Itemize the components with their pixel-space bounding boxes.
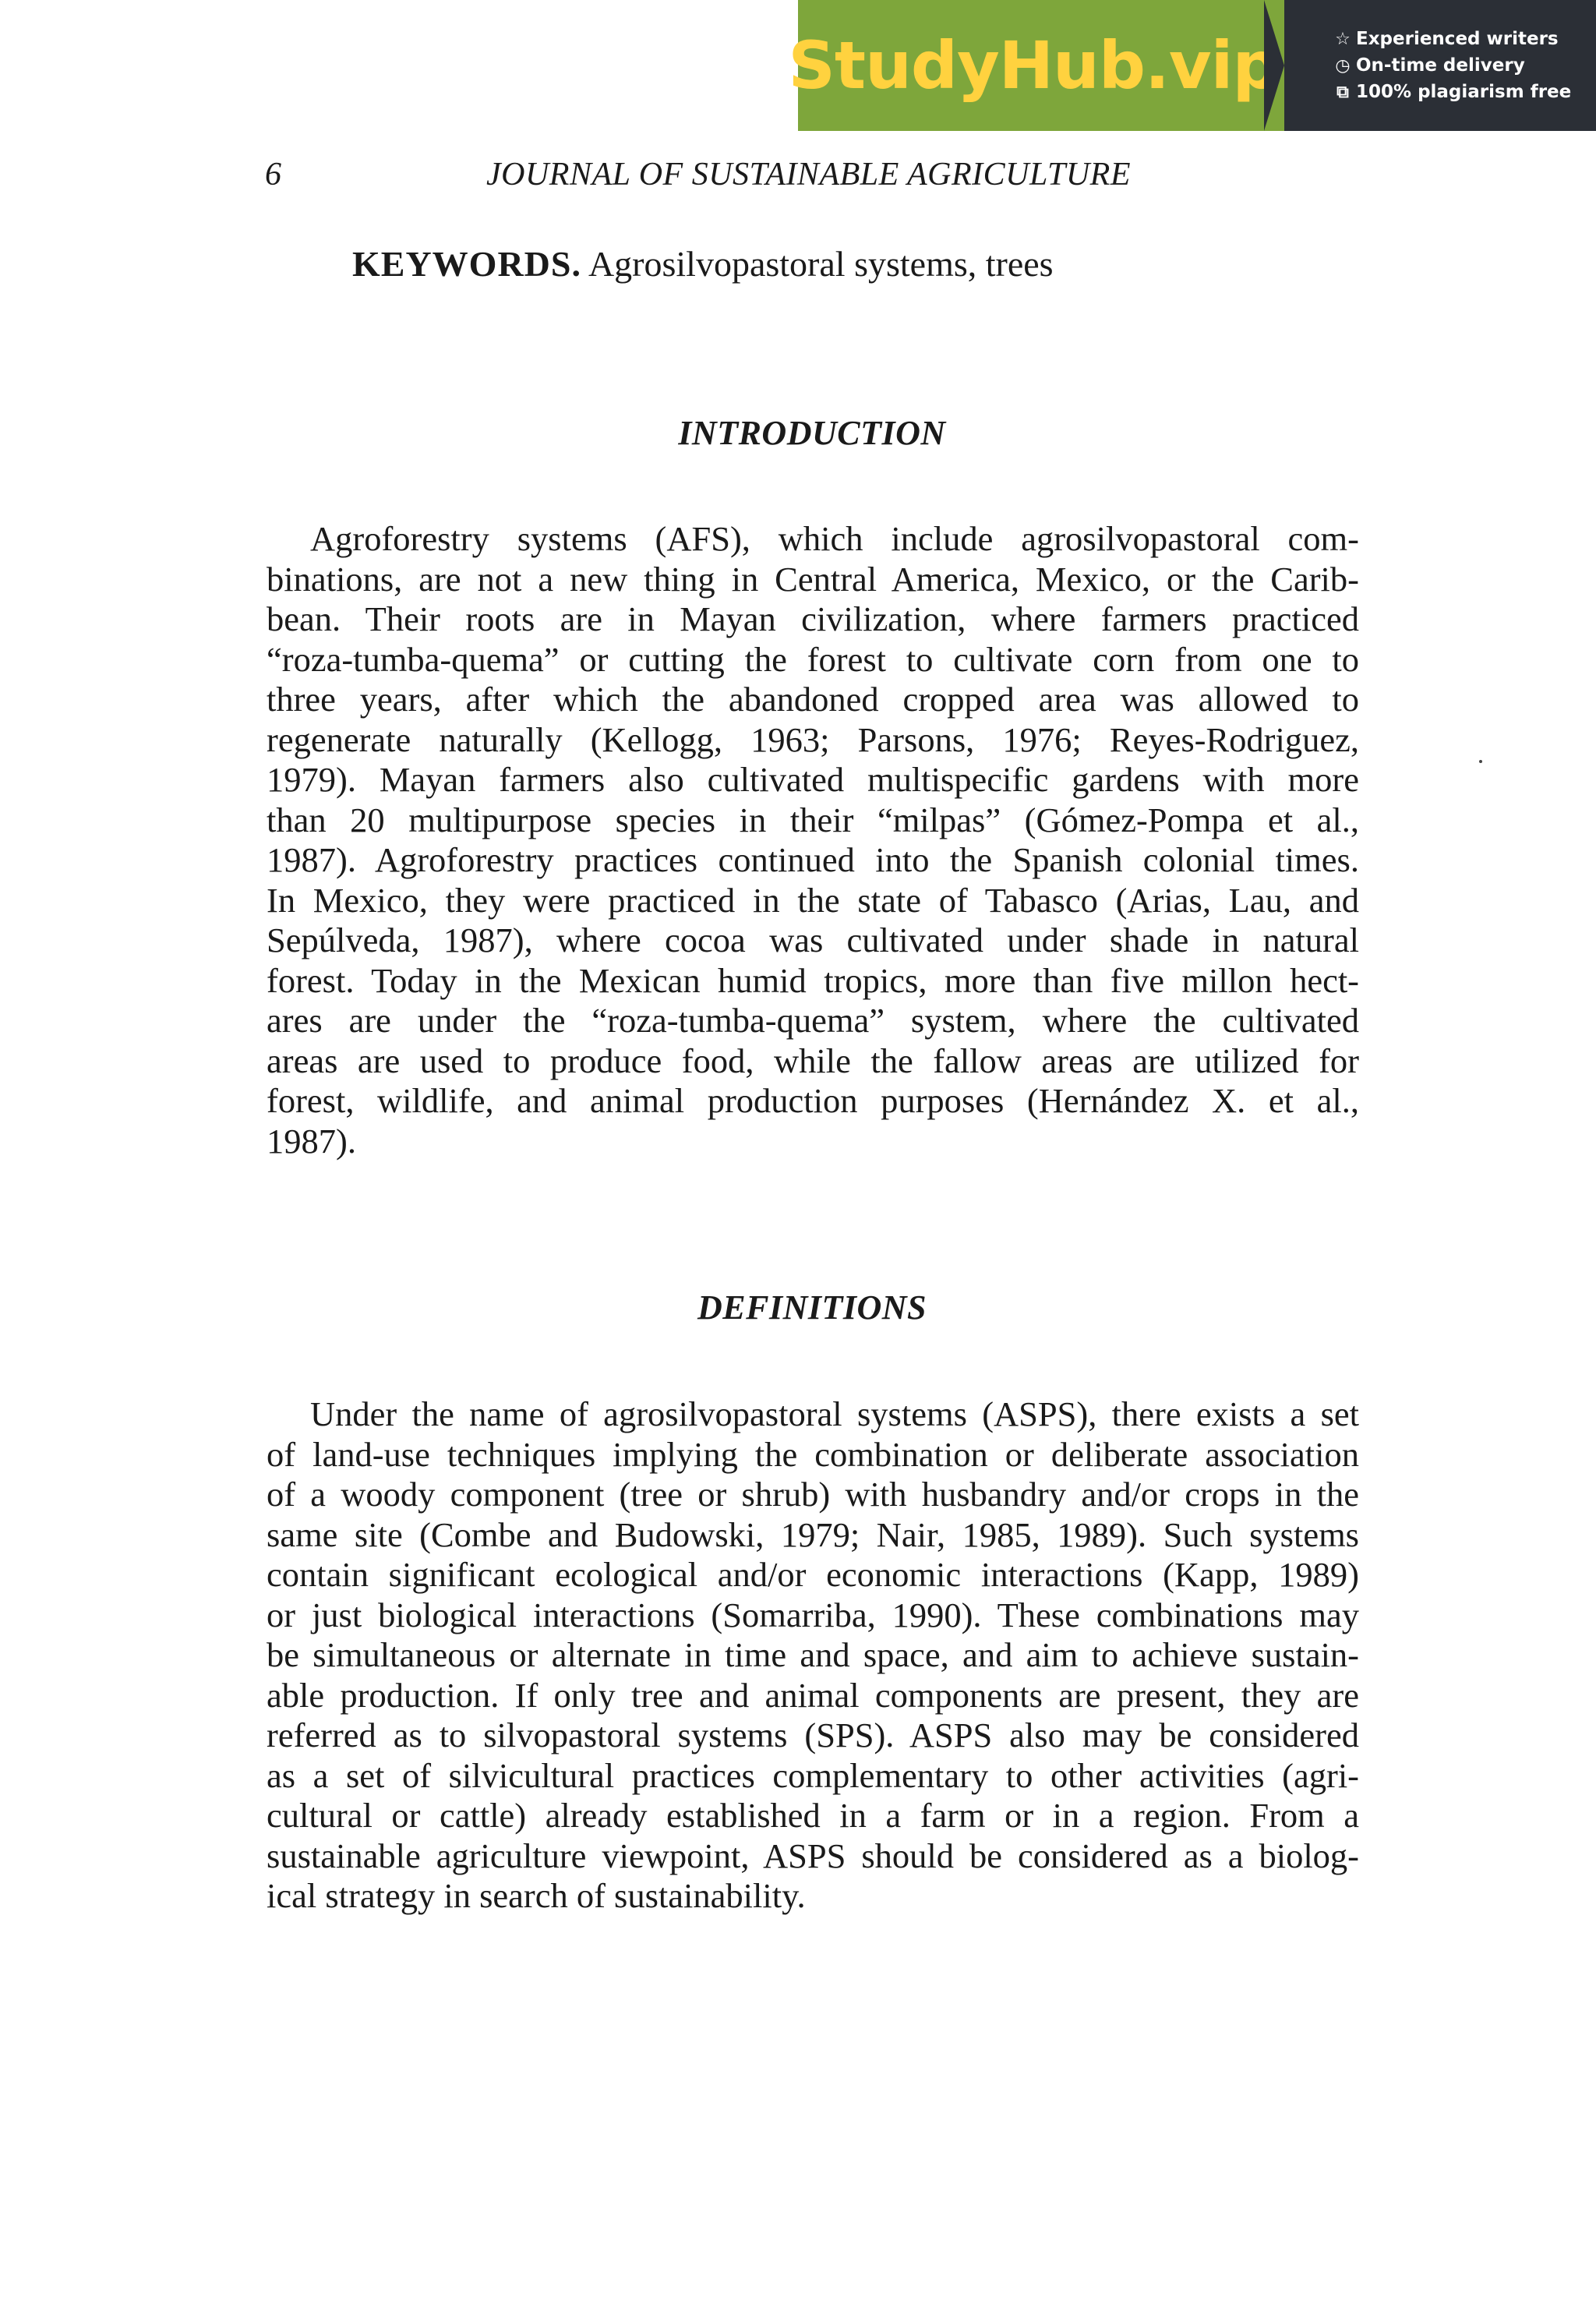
text-line: forest, wildlife, and animal production purposes (Hernández X. et al., (267, 1081, 1359, 1120)
definitions-paragraph (267, 1394, 1359, 1917)
star-outline-icon: ☆ (1335, 29, 1351, 49)
feature-label: Experienced writers (1356, 29, 1559, 49)
text-line: binations, are not a new thing in Central America, Mexico, or the Carib- (267, 559, 1359, 599)
text-line: than 20 multipurpose species in their “milpas” (Gómez-Pompa et al., (267, 800, 1359, 839)
text-line: ares are under the “roza-tumba-quema” system, where the cultivated (267, 1001, 1359, 1040)
text-line: regenerate naturally (Kellogg, 1963; Parsons, 1976; Reyes-Rodriguez, (267, 719, 1359, 759)
text-line: ical strategy in search of sustainability. (267, 1876, 806, 1915)
text-line: areas are used to produce food, while the fallow areas are utilized for (267, 1041, 1359, 1080)
section-heading-definitions: DEFINITIONS (697, 1288, 927, 1327)
text-line: 1987). (267, 1121, 356, 1161)
text-line: be simultaneous or alternate in time and space, and aim to achieve sustain- (267, 1635, 1359, 1674)
features-block (1284, 0, 1596, 131)
text-line: of land-use techniques implying the combination or deliberate association (267, 1434, 1359, 1474)
feature-label: 100% plagiarism free (1356, 82, 1572, 102)
feature-item (1333, 29, 1596, 49)
text-line: same site (Combe and Budowski, 1979; Nair, 1985, 1989). Such systems (267, 1514, 1359, 1554)
copy-icon: ⧉ (1336, 82, 1349, 102)
text-line: or just biological interactions (Somarriba, 1990). These combinations may (267, 1595, 1359, 1634)
text-line: bean. Their roots are in Mayan civilization, where farmers practiced (267, 599, 1359, 638)
text-line: sustainable agriculture viewpoint, ASPS should be considered as a biolog- (267, 1836, 1359, 1875)
brand-arrow-shape (1264, 0, 1284, 131)
scan-speck (1479, 760, 1482, 763)
text-line: contain significant ecological and/or economic interactions (Kapp, 1989) (267, 1555, 1359, 1594)
text-line: Under the name of agrosilvopastoral systems (ASPS), there exists a set (310, 1394, 1359, 1433)
page-number: 6 (265, 157, 281, 193)
brand-block[interactable] (788, 0, 1284, 131)
keywords-text: Agrosilvopastoral systems, trees (588, 244, 1054, 284)
feature-item (1333, 55, 1596, 76)
introduction-paragraph (267, 519, 1359, 1161)
brand-logo-text[interactable]: StudyHub.vip (788, 27, 1279, 104)
text-line: Sepúlveda, 1987), where cocoa was cultivated under shade in natural (267, 920, 1359, 959)
text-line: as a set of silvicultural practices complementary to other activities (agri- (267, 1755, 1359, 1795)
text-line: 1979). Mayan farmers also cultivated multispecific gardens with more (267, 760, 1359, 799)
running-header (265, 156, 1356, 200)
text-line: three years, after which the abandoned cropped area was allowed to (267, 680, 1359, 719)
section-heading-introduction: INTRODUCTION (678, 414, 946, 452)
text-line: cultural or cattle) already established in a farm or in a region. From a (267, 1796, 1359, 1835)
studyhub-banner[interactable] (788, 0, 1596, 131)
text-line: forest. Today in the Mexican humid tropics, more than five millon hect- (267, 960, 1359, 1000)
text-line: of a woody component (tree or shrub) with husbandry and/or crops in the (267, 1475, 1359, 1514)
feature-label: On-time delivery (1356, 55, 1525, 76)
keywords-label: KEYWORDS. (352, 244, 581, 284)
text-line: able production. If only tree and animal components are present, they are (267, 1675, 1359, 1715)
keywords-line (352, 243, 1054, 284)
text-line: Agroforestry systems (AFS), which include agrosilvopastoral com- (310, 519, 1359, 558)
feature-item (1333, 82, 1596, 102)
clock-icon: ◷ (1335, 55, 1351, 76)
text-line: 1987). Agroforestry practices continued into the Spanish colonial times. (267, 840, 1359, 879)
text-line: In Mexico, they were practiced in the state of Tabasco (Arias, Lau, and (267, 880, 1359, 920)
text-line: referred as to silvopastoral systems (SPS). ASPS also may be considered (267, 1716, 1359, 1754)
journal-title: JOURNAL OF SUSTAINABLE AGRICULTURE (486, 157, 1131, 193)
text-line: “roza-tumba-quema” or cutting the forest to cultivate corn from one to (267, 639, 1359, 679)
